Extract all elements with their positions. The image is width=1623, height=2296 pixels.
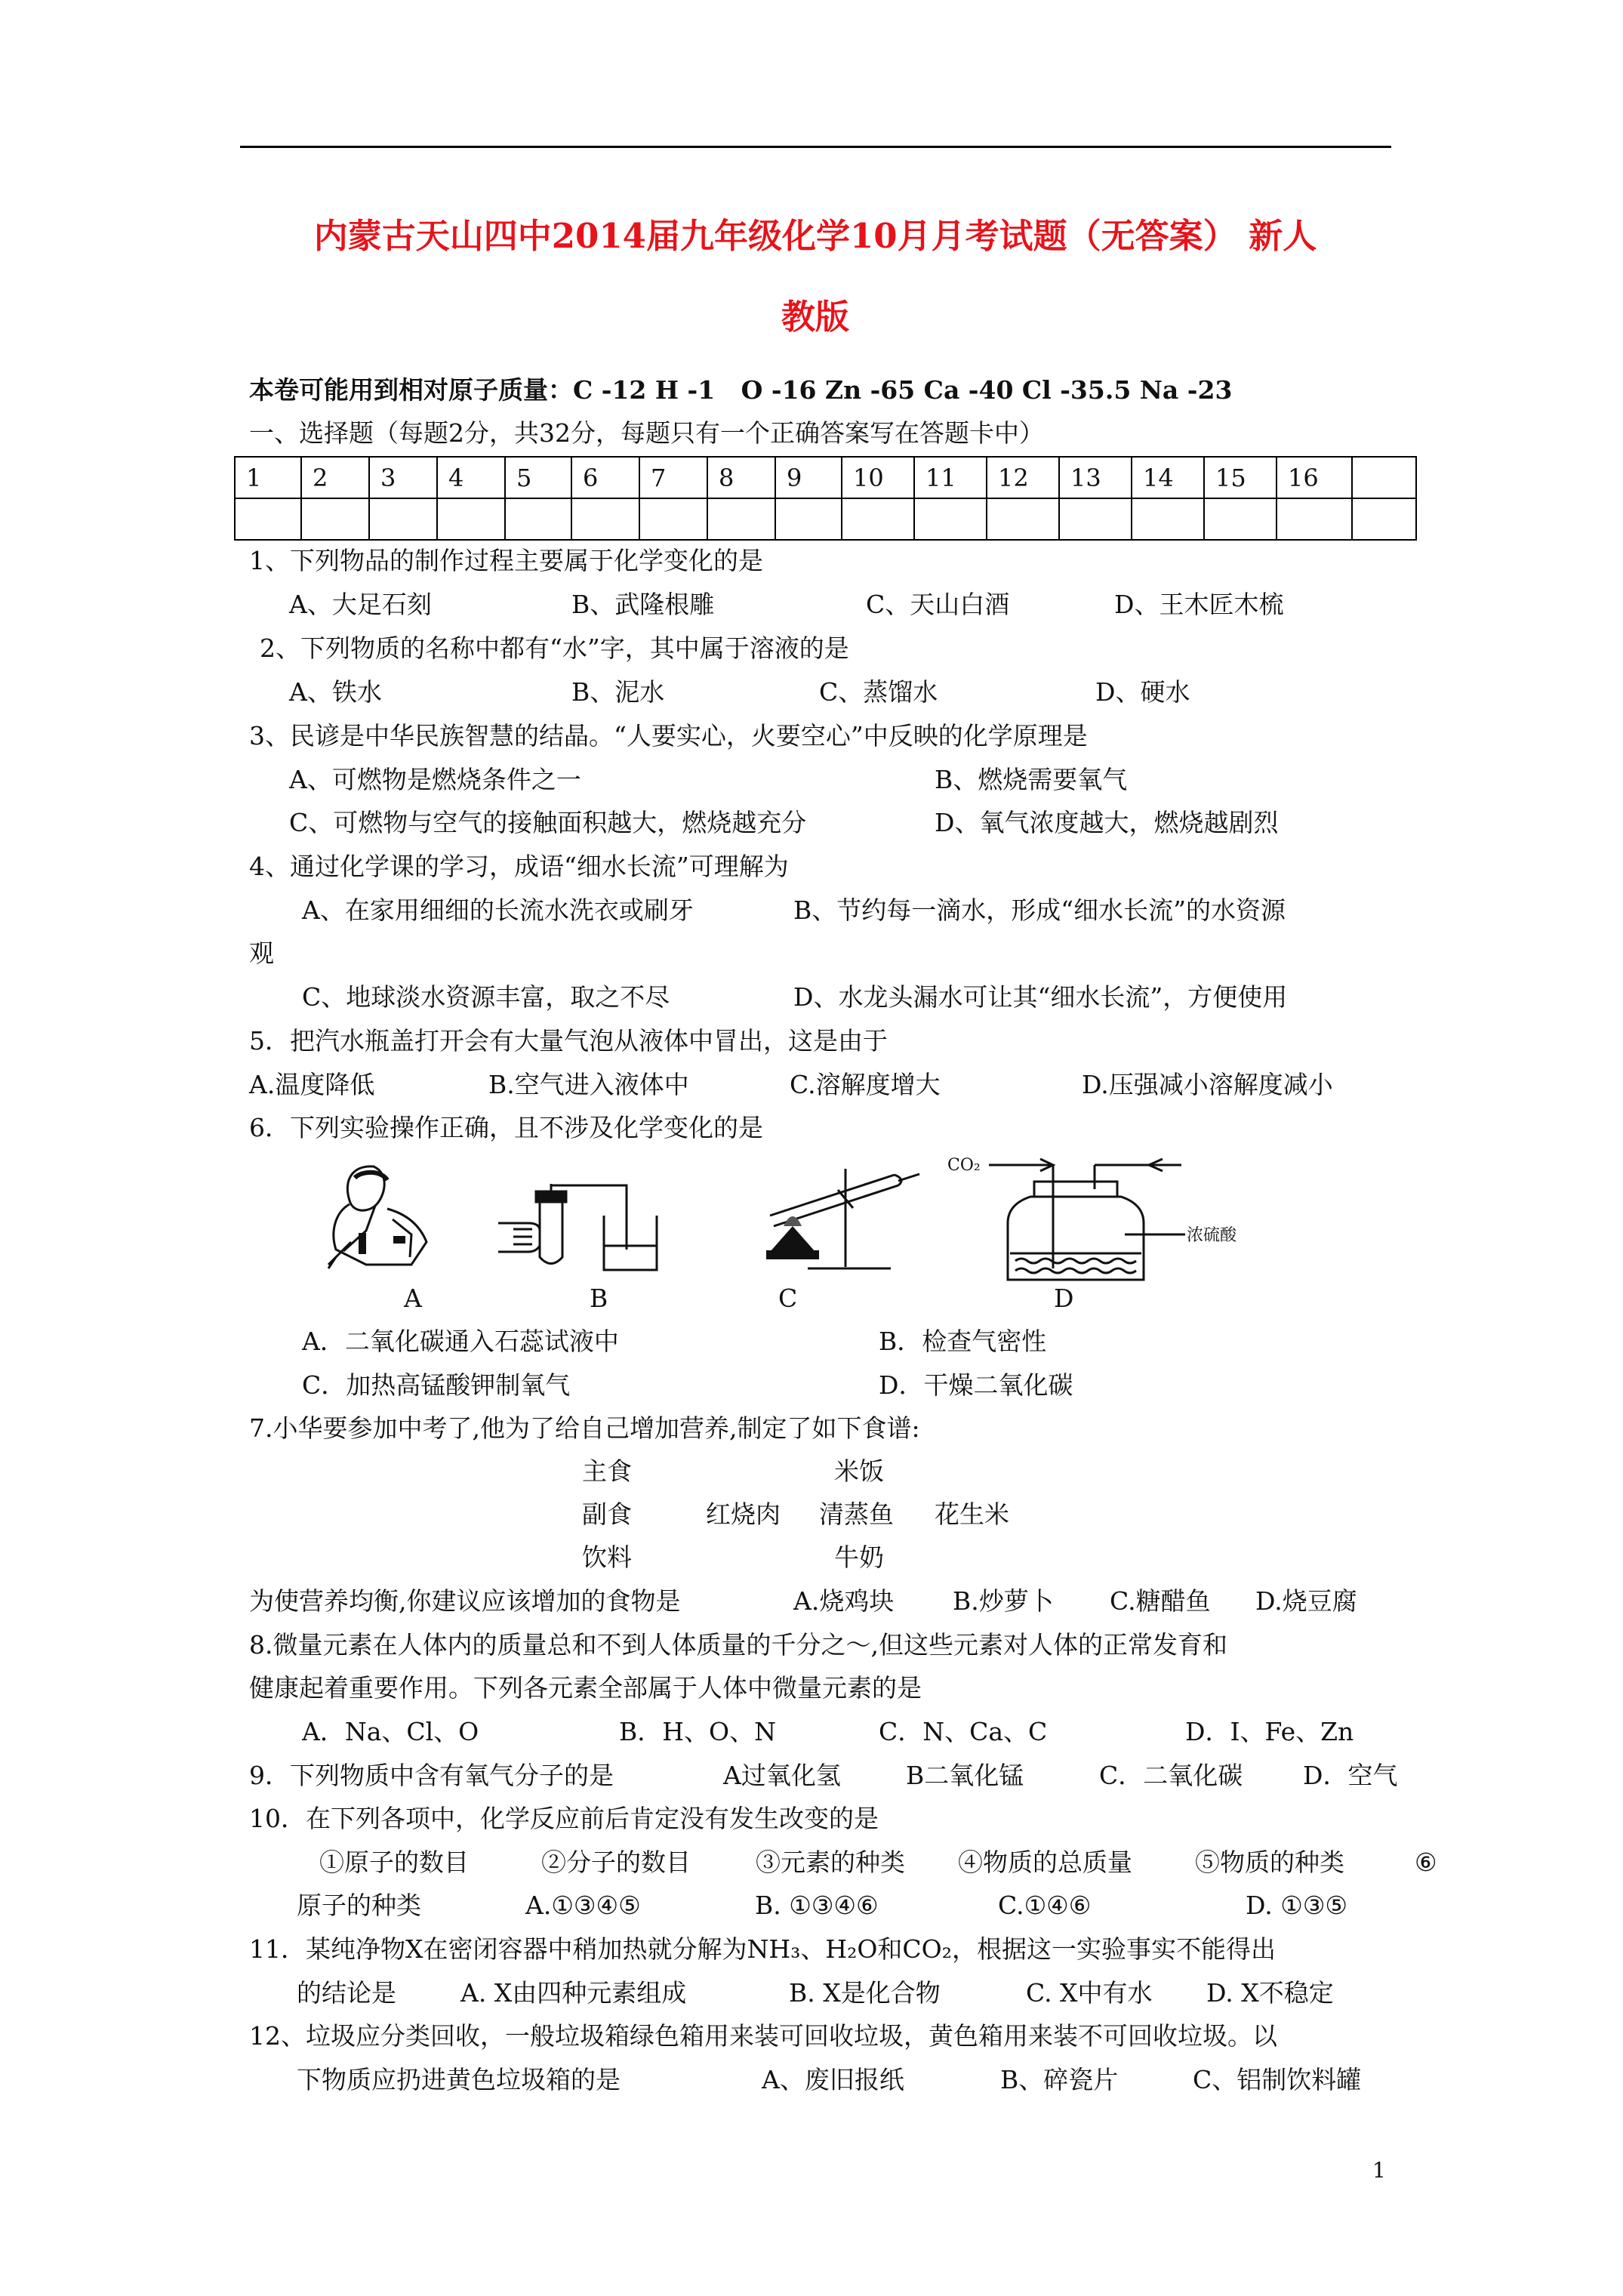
q1-option-c: C、天山白酒 <box>866 590 1010 619</box>
answer-cell[interactable] <box>369 498 437 540</box>
answer-cell[interactable] <box>1352 498 1416 540</box>
answer-cell-header: 14 <box>1132 457 1204 498</box>
document-title-line2: 教版 <box>781 297 849 337</box>
answer-cell-header: 5 <box>505 457 571 498</box>
q10-item-4: ④物质的总质量 <box>958 1848 1132 1877</box>
q11-option-d: D. X不稳定 <box>1206 1978 1334 2008</box>
q6-option-d: D．干燥二氧化碳 <box>879 1370 1073 1400</box>
figure-label-d: D <box>1054 1284 1074 1313</box>
q9-option-d: D．空气 <box>1303 1761 1398 1790</box>
menu-drink-item: 牛奶 <box>834 1542 884 1572</box>
q10-item-3: ③元素的种类 <box>756 1848 905 1877</box>
q8-option-c: C．N、Ca、C <box>879 1717 1048 1746</box>
top-rule <box>240 146 1391 148</box>
answer-cell-header: 4 <box>437 457 505 498</box>
answer-cell[interactable] <box>707 498 775 540</box>
answer-cell-header: 10 <box>842 457 914 498</box>
answer-cell[interactable] <box>914 498 987 540</box>
question-5: 5．把汽水瓶盖打开会有大量气泡从液体中冒出，这是由于 <box>249 1026 888 1056</box>
q2-option-a: A、铁水 <box>289 677 382 707</box>
q10-item-1: ①原子的数目 <box>319 1848 469 1877</box>
question-8-line1: 8.微量元素在人体内的质量总和不到人体质量的千分之～,但这些元素对人体的正常发育和 <box>249 1630 1227 1660</box>
q2-option-b: B、泥水 <box>571 677 665 707</box>
answer-cell-header: 2 <box>301 457 369 498</box>
q12-option-c: C、铝制饮料罐 <box>1193 2065 1362 2094</box>
q4-option-c: C、地球淡水资源丰富，取之不尽 <box>302 982 670 1012</box>
answer-cell[interactable] <box>1132 498 1204 540</box>
question-8-line2: 健康起着重要作用。下列各元素全部属于人体中微量元素的是 <box>249 1673 922 1703</box>
q3-option-b: B、燃烧需要氧气 <box>935 765 1128 794</box>
q3-option-d: D、氧气浓度越大，燃烧越剧烈 <box>935 808 1279 837</box>
answer-cell[interactable] <box>301 498 369 540</box>
q10-item-2: ②分子的数目 <box>541 1848 691 1877</box>
answer-cell-header: 1 <box>235 457 301 498</box>
q10-option-b: B. ①③④⑥ <box>755 1891 879 1920</box>
q12-option-a: A、废旧报纸 <box>762 2065 904 2094</box>
q1-option-a: A、大足石刻 <box>289 590 432 619</box>
menu-side-item-2: 清蒸鱼 <box>819 1499 894 1529</box>
document-title-line1: 内蒙古天山四中2014届九年级化学10月月考试题（无答案） 新人 <box>313 216 1317 256</box>
q5-option-a: A.温度降低 <box>249 1070 375 1099</box>
answer-cell[interactable] <box>437 498 505 540</box>
q4-option-a: A、在家用细细的长流水洗衣或刷牙 <box>302 895 694 925</box>
answer-cell[interactable] <box>505 498 571 540</box>
question-2: 2、下列物质的名称中都有“水”字，其中属于溶液的是 <box>260 633 849 663</box>
q4-option-b: B、节约每一滴水，形成“细水长流”的水资源 <box>793 895 1286 925</box>
q11-option-b: B. X是化合物 <box>789 1978 941 2008</box>
answer-cell[interactable] <box>1204 498 1277 540</box>
question-9: 9．下列物质中含有氧气分子的是 <box>249 1761 614 1790</box>
q6-option-c: C．加热高锰酸钾制氧气 <box>302 1370 571 1400</box>
answer-cell[interactable] <box>1277 498 1352 540</box>
answer-cell[interactable] <box>842 498 914 540</box>
answer-table-blank-row <box>235 498 1416 540</box>
answer-cell-header <box>1352 457 1416 498</box>
figure-c-heating-permanganate-icon <box>740 1154 921 1274</box>
section-heading: 一、选择题（每题2分，共32分，每题只有一个正确答案写在答题卡中） <box>249 418 1044 448</box>
answer-cell-header: 3 <box>369 457 437 498</box>
q1-option-b: B、武隆根雕 <box>571 590 715 619</box>
question-11: 11．某纯净物X在密闭容器中稍加热就分解为NH₃、H₂O和CO₂，根据这一实验事实不能得出 <box>249 1934 1276 1964</box>
menu-side-item-1: 红烧肉 <box>706 1499 781 1529</box>
menu-drink-label: 饮料 <box>582 1542 632 1572</box>
q3-option-c: C、可燃物与空气的接触面积越大，燃烧越充分 <box>289 808 807 837</box>
figure-label-b: B <box>590 1284 608 1313</box>
answer-table <box>234 456 1417 541</box>
q7-option-a: A.烧鸡块 <box>793 1586 895 1616</box>
question-4: 4、通过化学课的学习，成语“细水长流”可理解为 <box>249 852 789 881</box>
q1-option-d: D、王木匠木梳 <box>1114 590 1284 619</box>
figure-label-a: A <box>404 1284 422 1313</box>
figure-label-c: C <box>778 1284 798 1313</box>
answer-cell-header: 13 <box>1059 457 1132 498</box>
q5-option-d: D.压强减小溶解度减小 <box>1082 1070 1333 1099</box>
q10-item-6: ⑥ <box>1415 1848 1437 1877</box>
q2-option-d: D、硬水 <box>1095 677 1190 707</box>
question-6: 6．下列实验操作正确，且不涉及化学变化的是 <box>249 1113 763 1142</box>
q4-option-b-wrap: 观 <box>249 938 274 968</box>
question-12-wrap: 下物质应扔进黄色垃圾箱的是 <box>297 2065 621 2094</box>
question-12: 12、垃圾应分类回收，一般垃圾箱绿色箱用来装可回收垃圾，黄色箱用来装不可回收垃圾。以 <box>249 2021 1277 2051</box>
answer-cell-header: 16 <box>1277 457 1352 498</box>
answer-cell[interactable] <box>571 498 639 540</box>
q6-option-a: A．二氧化碳通入石蕊试液中 <box>302 1327 619 1356</box>
q3-option-a: A、可燃物是燃烧条件之一 <box>289 765 581 794</box>
atomic-mass-note: 本卷可能用到相对原子质量：C -12 H -1 O -16 Zn -65 Ca -40 Cl -35.5 Na -23 <box>249 375 1233 405</box>
q8-option-d: D．I、Fe、Zn <box>1185 1717 1354 1746</box>
q9-option-b: B二氧化锰 <box>906 1761 1024 1790</box>
menu-side-label: 副食 <box>582 1499 632 1529</box>
q7-option-b: B.炒萝卜 <box>953 1586 1054 1616</box>
question-10: 10．在下列各项中，化学反应前后肯定没有发生改变的是 <box>249 1804 879 1833</box>
answer-cell[interactable] <box>987 498 1059 540</box>
question-7-prompt: 为使营养均衡,你建议应该增加的食物是 <box>249 1586 681 1616</box>
answer-cell-header: 8 <box>707 457 775 498</box>
q7-option-c: C.糖醋鱼 <box>1110 1586 1211 1616</box>
menu-staple-label: 主食 <box>582 1456 632 1486</box>
question-1: 1、下列物品的制作过程主要属于化学变化的是 <box>249 546 763 575</box>
answer-cell-header: 9 <box>775 457 842 498</box>
q11-option-a: A. X由四种元素组成 <box>460 1978 687 2008</box>
answer-cell-header: 11 <box>914 457 987 498</box>
figure-a-student-blowing-icon <box>321 1159 449 1272</box>
figure-d-drying-co2-icon <box>944 1151 1237 1287</box>
q9-option-c: C．二氧化碳 <box>1099 1761 1243 1790</box>
q9-option-a: A过氧化氢 <box>723 1761 841 1790</box>
q4-option-d: D、水龙头漏水可让其“细水长流”，方便使用 <box>793 982 1288 1012</box>
answer-table-header-row <box>235 457 1416 498</box>
q12-option-b: B、碎瓷片 <box>1000 2065 1119 2094</box>
q8-option-a: A．Na、Cl、O <box>302 1717 479 1746</box>
question-11-wrap: 的结论是 <box>297 1978 396 2008</box>
q5-option-b: B.空气进入液体中 <box>488 1070 689 1099</box>
co2-label: CO₂ <box>947 1156 981 1175</box>
q10-option-c: C.①④⑥ <box>998 1891 1092 1920</box>
q10-item-5: ⑤物质的种类 <box>1195 1848 1344 1877</box>
answer-cell-header: 6 <box>571 457 639 498</box>
q11-option-c: C. X中有水 <box>1026 1978 1153 2008</box>
answer-cell[interactable] <box>775 498 842 540</box>
q10-item-6-wrap: 原子的种类 <box>297 1891 421 1920</box>
figure-b-airtight-check-icon <box>498 1185 672 1276</box>
q6-option-b: B．检查气密性 <box>879 1327 1047 1356</box>
answer-cell[interactable] <box>639 498 707 540</box>
acid-label: 浓硫酸 <box>1187 1226 1237 1245</box>
q7-option-d: D.烧豆腐 <box>1255 1586 1357 1616</box>
page-number: 1 <box>1372 2158 1386 2183</box>
answer-cell-header: 12 <box>987 457 1059 498</box>
answer-cell-header: 7 <box>639 457 707 498</box>
question-7: 7.小华要参加中考了,他为了给自己增加营养,制定了如下食谱: <box>249 1413 920 1443</box>
menu-staple-item: 米饭 <box>834 1456 884 1486</box>
answer-cell-header: 15 <box>1204 457 1277 498</box>
q8-option-b: B．H、O、N <box>619 1717 776 1746</box>
q10-option-a: A.①③④⑤ <box>525 1891 641 1920</box>
answer-cell[interactable] <box>1059 498 1132 540</box>
q2-option-c: C、蒸馏水 <box>819 677 938 707</box>
menu-side-item-3: 花生米 <box>935 1499 1009 1529</box>
q5-option-c: C.溶解度增大 <box>790 1070 941 1099</box>
question-3: 3、民谚是中华民族智慧的结晶。“人要实心，火要空心”中反映的化学原理是 <box>249 721 1088 750</box>
q10-option-d: D. ①③⑤ <box>1246 1891 1348 1920</box>
answer-cell[interactable] <box>235 498 301 540</box>
